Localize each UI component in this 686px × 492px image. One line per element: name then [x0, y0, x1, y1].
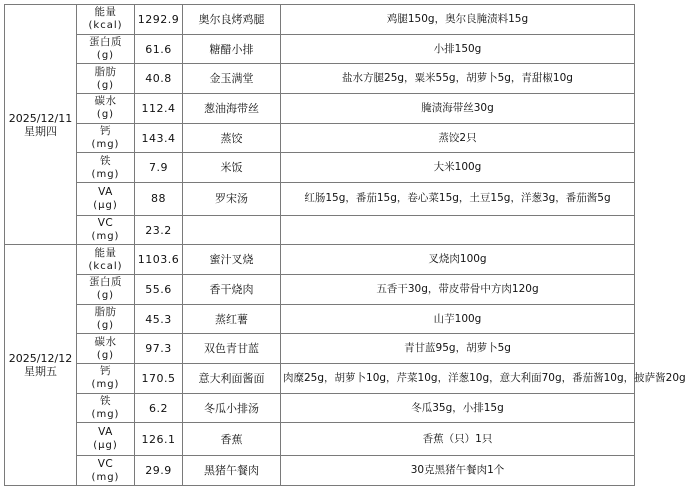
nutrient-cell — [77, 153, 135, 183]
dish-name: 意大利面酱面 — [183, 364, 281, 394]
nutrient-name: 钙 — [100, 125, 111, 138]
nutrient-value: 61.6 — [135, 34, 183, 64]
nutrient-value: 45.3 — [135, 304, 183, 334]
nutrient-name: 脂肪 — [94, 306, 117, 319]
dish-name: 蜜汁叉烧 — [183, 245, 281, 275]
dish-ingredients: 30克黑猪午餐肉1个 — [281, 456, 635, 486]
weekday-label: 星期四 — [24, 124, 57, 138]
nutrient-value: 170.5 — [135, 364, 183, 394]
dish-name: 双色青甘蓝 — [183, 334, 281, 364]
dish-ingredients: 盐水方腿25g，粟米55g，胡萝卜5g，青甜椒10g — [281, 64, 635, 94]
nutrient-unit: (kcal) — [88, 260, 123, 272]
nutrient-cell — [77, 456, 135, 486]
dish-name: 冬瓜小排汤 — [183, 393, 281, 423]
nutrient-cell — [77, 183, 135, 216]
nutrient-value: 88 — [135, 183, 183, 216]
nutrient-unit: (g) — [96, 79, 115, 91]
table-row — [5, 275, 635, 305]
nutrient-value: 29.9 — [135, 456, 183, 486]
nutrient-unit: (mg) — [91, 471, 120, 483]
date-label: 2025/12/11 — [8, 111, 73, 125]
nutrient-unit: (g) — [96, 320, 115, 332]
nutrient-name: VC — [97, 217, 114, 230]
nutrient-name: VA — [98, 426, 113, 439]
nutrient-unit: (mg) — [91, 139, 120, 151]
dish-name: 香蕉 — [183, 423, 281, 456]
nutrient-value: 1103.6 — [135, 245, 183, 275]
table-row — [5, 245, 635, 275]
nutrient-unit: (mg) — [91, 231, 120, 243]
nutrient-value: 7.9 — [135, 153, 183, 183]
dish-name: 葱油海带丝 — [183, 94, 281, 124]
nutrient-cell — [77, 123, 135, 153]
nutrient-value: 126.1 — [135, 423, 183, 456]
dish-ingredients: 香蕉（只）1只 — [281, 423, 635, 456]
table-row — [5, 183, 635, 216]
dish-ingredients: 肉糜25g，胡萝卜10g，芹菜10g，洋葱10g，意大利面70g，番茄酱10g，披萨酱20g — [281, 364, 635, 394]
dish-name: 奥尔良烤鸡腿 — [183, 5, 281, 35]
table-row — [5, 94, 635, 124]
dish-ingredients: 冬瓜35g，小排15g — [281, 393, 635, 423]
table-row — [5, 423, 635, 456]
weekday-label: 星期五 — [24, 365, 57, 379]
table-row — [5, 334, 635, 364]
menu-table-body — [5, 5, 686, 486]
table-row — [5, 393, 635, 423]
table-row — [5, 153, 635, 183]
nutrient-unit: (mg) — [91, 409, 120, 421]
nutrient-value: 40.8 — [135, 64, 183, 94]
dish-name: 糖醋小排 — [183, 34, 281, 64]
nutrient-unit: (g) — [96, 50, 115, 61]
nutrient-cell — [77, 423, 135, 456]
dish-name: 香干烧肉 — [183, 275, 281, 305]
nutrient-unit: (g) — [96, 109, 115, 121]
dish-ingredients: 山芋100g — [281, 304, 635, 334]
nutrient-cell — [77, 393, 135, 423]
nutrient-name: 蛋白质 — [89, 36, 122, 48]
table-row — [5, 5, 635, 35]
dish-ingredients — [281, 215, 635, 245]
nutrient-cell — [77, 245, 135, 275]
table-row — [5, 123, 635, 153]
nutrient-cell — [77, 334, 135, 364]
dish-ingredients: 叉烧肉100g — [281, 245, 635, 275]
nutrient-name: 能量 — [94, 246, 117, 259]
dish-name: 金玉满堂 — [183, 64, 281, 94]
date-label: 2025/12/12 — [8, 352, 73, 366]
nutrient-name: 钙 — [100, 365, 111, 378]
nutrition-menu-table — [4, 4, 686, 486]
dish-name: 蒸红薯 — [183, 304, 281, 334]
dish-ingredients: 红肠15g，番茄15g，卷心菜15g，土豆15g，洋葱3g，番茄酱5g — [281, 183, 635, 216]
dish-name — [183, 215, 281, 245]
nutrient-value: 23.2 — [135, 215, 183, 245]
nutrient-value: 112.4 — [135, 94, 183, 124]
nutrient-value: 1292.9 — [135, 5, 183, 35]
nutrient-name: 能量 — [94, 6, 117, 19]
day-cell — [5, 245, 77, 486]
table-row — [5, 364, 635, 394]
nutrient-name: 脂肪 — [94, 65, 117, 78]
nutrient-cell — [77, 94, 135, 124]
nutrient-unit: (μg) — [93, 440, 118, 452]
nutrient-value: 97.3 — [135, 334, 183, 364]
nutrient-name: 铁 — [100, 154, 111, 167]
nutrient-unit: (kcal) — [88, 20, 123, 32]
dish-ingredients: 大米100g — [281, 153, 635, 183]
dish-ingredients: 小排150g — [281, 34, 635, 64]
nutrient-cell — [77, 304, 135, 334]
nutrient-name: 蛋白质 — [89, 276, 122, 289]
nutrient-value: 143.4 — [135, 123, 183, 153]
dish-name: 黑猪午餐肉 — [183, 456, 281, 486]
nutrient-cell — [77, 34, 135, 64]
nutrient-value: 6.2 — [135, 393, 183, 423]
table-row — [5, 304, 635, 334]
nutrient-unit: (μg) — [93, 199, 118, 211]
nutrient-name: 碳水 — [94, 95, 117, 108]
table-row — [5, 215, 635, 245]
nutrient-name: VA — [98, 185, 113, 198]
dish-ingredients: 蒸饺2只 — [281, 123, 635, 153]
nutrient-cell — [77, 5, 135, 35]
nutrient-name: VC — [97, 457, 114, 470]
day-cell — [5, 5, 77, 245]
dish-name: 蒸饺 — [183, 123, 281, 153]
dish-name: 罗宋汤 — [183, 183, 281, 216]
nutrient-cell — [77, 275, 135, 305]
nutrient-name: 碳水 — [94, 335, 117, 348]
nutrient-unit: (g) — [96, 290, 115, 302]
nutrient-unit: (mg) — [91, 168, 120, 180]
nutrient-cell — [77, 215, 135, 245]
table-row — [5, 34, 635, 64]
dish-ingredients: 五香干30g，带皮带骨中方肉120g — [281, 275, 635, 305]
table-row — [5, 456, 635, 486]
nutrient-name: 铁 — [100, 395, 111, 408]
nutrient-cell — [77, 364, 135, 394]
nutrient-value: 55.6 — [135, 275, 183, 305]
dish-ingredients: 鸡腿150g，奥尔良腌渍料15g — [281, 5, 635, 35]
dish-ingredients: 青甘蓝95g，胡萝卜5g — [281, 334, 635, 364]
nutrient-unit: (mg) — [91, 379, 120, 391]
dish-ingredients: 腌渍海带丝30g — [281, 94, 635, 124]
nutrient-unit: (g) — [96, 349, 115, 361]
table-row — [5, 64, 635, 94]
dish-name: 米饭 — [183, 153, 281, 183]
nutrient-cell — [77, 64, 135, 94]
